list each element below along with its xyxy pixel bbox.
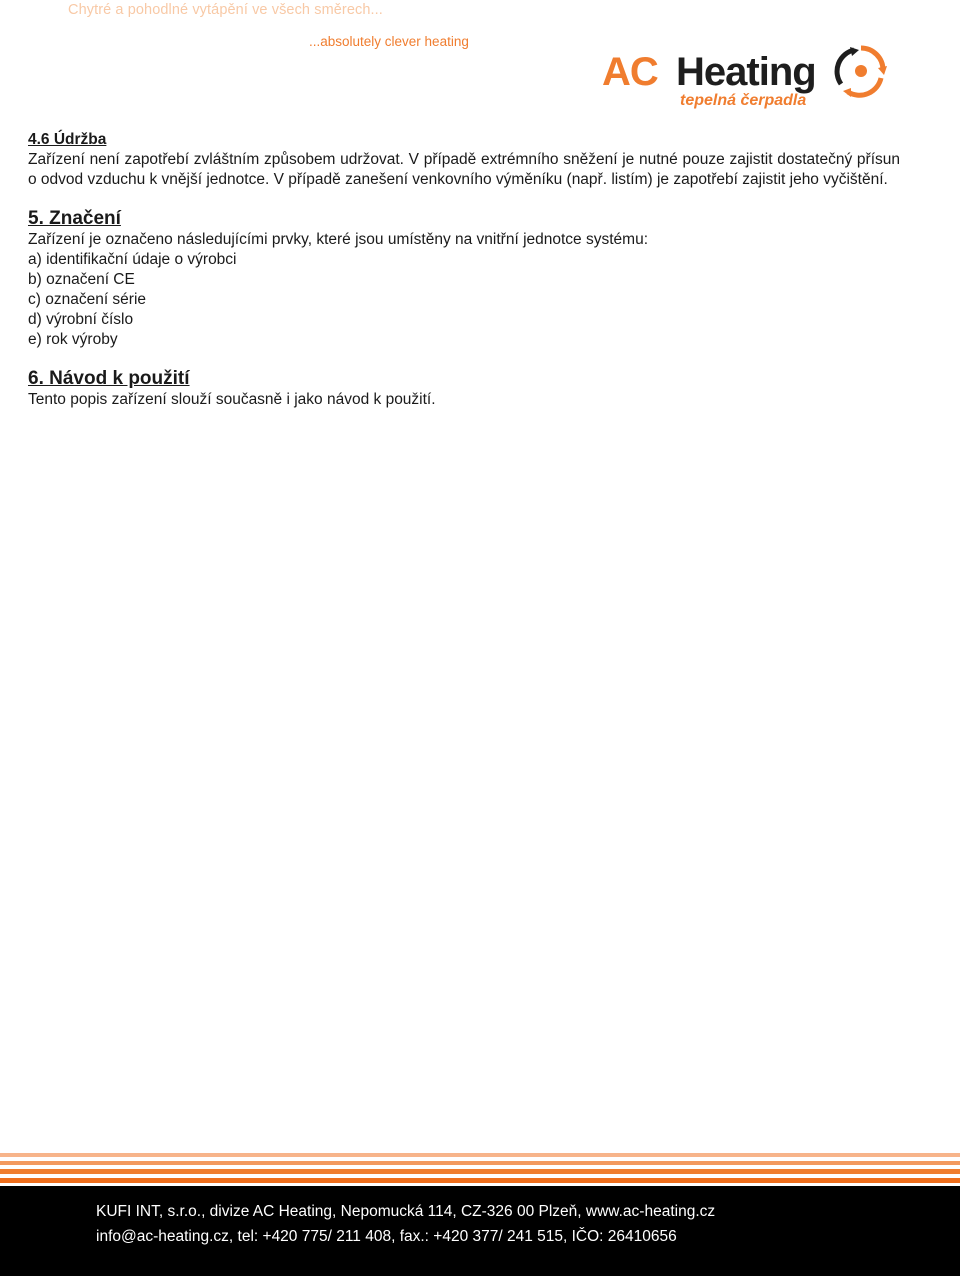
document-body (28, 130, 900, 410)
list-item: b) označení CE (28, 271, 135, 288)
list-item: c) označení série (28, 291, 147, 308)
footer-stripe (0, 1178, 960, 1183)
list-item: a) identifikační údaje o výrobci (28, 251, 237, 268)
marking-heading: 5. Značení (28, 208, 121, 229)
marking-intro: Zařízení je označeno následujícími prvky, které jsou umístěny na vnitřní jednotce systému: (28, 231, 648, 248)
footer-contact: info@ac-heating.cz, tel: +420 775/ 211 408, fax.: +420 377/ 241 515, IČO: 26410656 (96, 1228, 677, 1245)
manual-heading: 6. Návod k použití (28, 368, 190, 389)
ac-heating-logo (600, 44, 890, 114)
list-item: d) výrobní číslo (28, 311, 134, 328)
logo-brand-ac: AC (602, 50, 658, 94)
footer (0, 1186, 960, 1276)
list-item: e) rok výroby (28, 331, 118, 348)
footer-address: KUFI INT, s.r.o., divize AC Heating, Nepomucká 114, CZ-326 00 Plzeň, www.ac-heating.cz (96, 1203, 716, 1220)
footer-stripe (0, 1153, 960, 1157)
footer-stripe (0, 1161, 960, 1165)
recycling-arrows-icon (834, 44, 888, 100)
logo-subtitle: tepelná čerpadla (680, 92, 807, 109)
footer-stripe (0, 1169, 960, 1174)
manual-paragraph: Tento popis zařízení slouží současně i jako návod k použití. (28, 391, 436, 408)
maintenance-paragraph: Zařízení není zapotřebí zvláštním způsobem udržovat. V případě extrémního sněžení je nutné pouze zajistit dostatečný přísun o odvod vzduchu k vnější jednotce. V případě zanešení venkovního výměníku (např. listím) je zapotřebí zajistit jeho vyčištění. (28, 151, 900, 188)
logo-brand-heating: Heating (676, 50, 816, 94)
tagline-english: ...absolutely clever heating (309, 34, 469, 49)
tagline-czech: Chytré a pohodlné vytápění ve všech směrech... (68, 2, 383, 18)
maintenance-heading: 4.6 Údržba (28, 131, 107, 148)
